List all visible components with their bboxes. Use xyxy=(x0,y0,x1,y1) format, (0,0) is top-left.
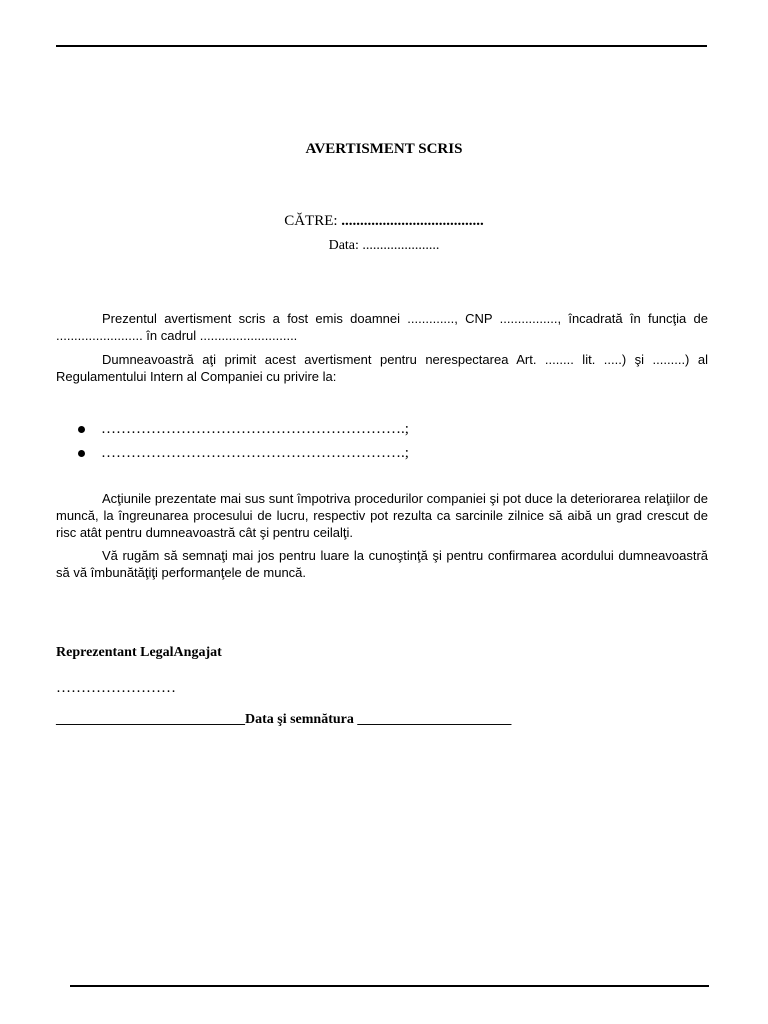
paragraph-violation: Dumneavoastră aţi primit acest avertisment pentru nerespectarea Art. ........ lit. .....) şi .........) al Regulamentului Intern al Companiei cu privire la: xyxy=(56,352,708,384)
signature-line: ___________________________Data şi semnătura ______________________ xyxy=(56,712,512,727)
representative-heading: Reprezentant LegalAngajat xyxy=(56,645,222,660)
bottom-rule xyxy=(70,985,709,987)
bullet-icon xyxy=(78,450,85,457)
top-rule xyxy=(56,45,707,47)
list-item-text: …………………………………………………….; xyxy=(101,421,409,437)
recipient-line xyxy=(0,213,768,230)
representative-dots: …………………… xyxy=(56,680,176,696)
paragraph-signature-request: Vă rugăm să semnaţi mai jos pentru luare la cunoştinţă şi pentru confirmarea acordului dumneavoastră să vă îmbunătăţiţi performanţele de muncă. xyxy=(56,548,708,580)
paragraph-consequences: Acţiunile prezentate mai sus sunt împotriva procedurilor companiei şi pot duce la deteriorarea relaţiilor de muncă, la îngreunarea procesului de lucru, respectiv pot rezulta ca sarcinile zilnice să aibă un grad crescut de risc atât pentru dumneavoastră cât şi pentru ceilalţi. xyxy=(56,491,708,540)
list-item xyxy=(78,441,409,465)
document-title: AVERTISMENT SCRIS xyxy=(305,141,463,157)
date-label: Data: xyxy=(328,238,359,253)
list-item-text: …………………………………………………….; xyxy=(101,445,409,461)
recipient-value: ...................................... xyxy=(341,213,484,229)
recipient-label: CĂTRE: xyxy=(284,213,338,229)
list-item xyxy=(78,417,409,441)
date-value: ...................... xyxy=(362,238,440,253)
paragraph-employee-info: Prezentul avertisment scris a fost emis doamnei ............., CNP ................, încadrată în funcţia de ........................ în cadrul ........................... xyxy=(56,311,708,343)
bullet-icon xyxy=(78,426,85,433)
date-line xyxy=(0,238,768,254)
violation-list xyxy=(78,417,409,465)
